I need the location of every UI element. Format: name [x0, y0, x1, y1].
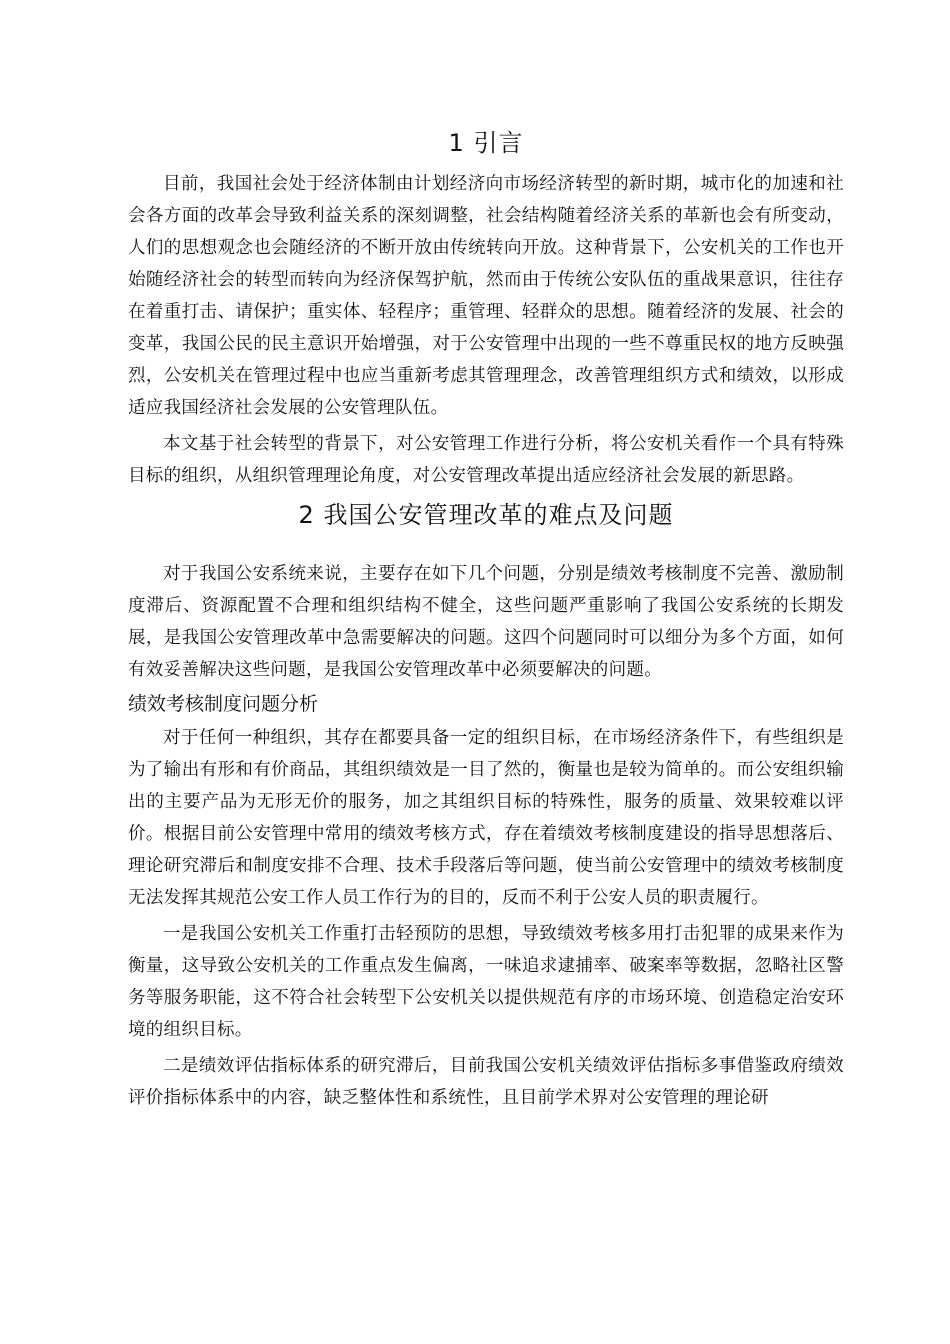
paragraph-intro-background: 目前，我国社会处于经济体制由计划经济向市场经济转型的新时期，城市化的加速和社会各方面的改革会导致利益关系的深刻调整，社会结构随着经济关系的革新也会有所变动，人们的思想观念也会随经济的不断开放由传统转向开放。这种背景下，公安机关的工作也开始随经济社会的转型而转向为经济保驾护航，然而由于传统公安队伍的重战果意识，往往存在着重打击、请保护；重实体、轻程序；重管理、轻群众的思想。随着经济的发展、社会的变革，我国公民的民主意识开始增强，对于公安管理中出现的一些不尊重民权的地方反映强烈，公安机关在管理过程中也应当重新考虑其管理理念，改善管理组织方式和绩效，以形成适应我国经济社会发展的公安管理队伍。 [128, 174, 844, 418]
paragraph-point-two: 二是绩效评估指标体系的研究滞后，目前我国公安机关绩效评估指标多事借鉴政府绩效评价指标体系中的内容，缺乏整体性和系统性，且目前学术界对公安管理的理论研 [128, 1056, 844, 1108]
paragraph-performance-analysis: 对于任何一种组织，其存在都要具备一定的组织目标，在市场经济条件下，有些组织是为了输出有形和有价商品，其组织绩效是一目了然的，衡量也是较为简单的。而公安组织输出的主要产品为无形无价的服务，加之其组织目标的特殊性，服务的质量、效果较难以评价。根据目前公安管理中常用的绩效考核方式，存在着绩效考核制度建设的指导思想落后、理论研究滞后和制度安排不合理、技术手段落后等问题，使当前公安管理中的绩效考核制度无法发挥其规范公安工作人员工作行为的目的，反而不利于公安人员的职责履行。 [128, 728, 844, 908]
subsection-heading-performance-assessment: 绩效考核制度问题分析 [128, 693, 319, 715]
paragraph-problems-overview: 对于我国公安系统来说，主要存在如下几个问题，分别是绩效考核制度不完善、激励制度滞后、资源配置不合理和组织结构不健全，这些问题严重影响了我国公安系统的长期发展，是我国公安管理改革中急需要解决的问题。这四个问题同时可以细分为多个方面，如何有效妥善解决这些问题，是我国公安管理改革中必须要解决的问题。 [128, 564, 844, 680]
paragraph-intro-purpose: 本文基于社会转型的背景下，对公安管理工作进行分析，将公安机关看作一个具有特殊目标的组织，从组织管理理论角度，对公安管理改革提出适应经济社会发展的新思路。 [128, 434, 844, 486]
page-content [128, 122, 844, 1114]
section-heading-introduction: 1 引言 [448, 129, 524, 157]
section-heading-reform-problems: 2 我国公安管理改革的难点及问题 [298, 501, 674, 529]
paragraph-point-one: 一是我国公安机关工作重打击轻预防的思想，导致绩效考核多用打击犯罪的成果来作为衡量，这导致公安机关的工作重点发生偏离，一味追求逮捕率、破案率等数据，忽略社区警务等服务职能，这不符合社会转型下公安机关以提供规范有序的市场环境、创造稳定治安环境的组织目标。 [128, 924, 844, 1040]
